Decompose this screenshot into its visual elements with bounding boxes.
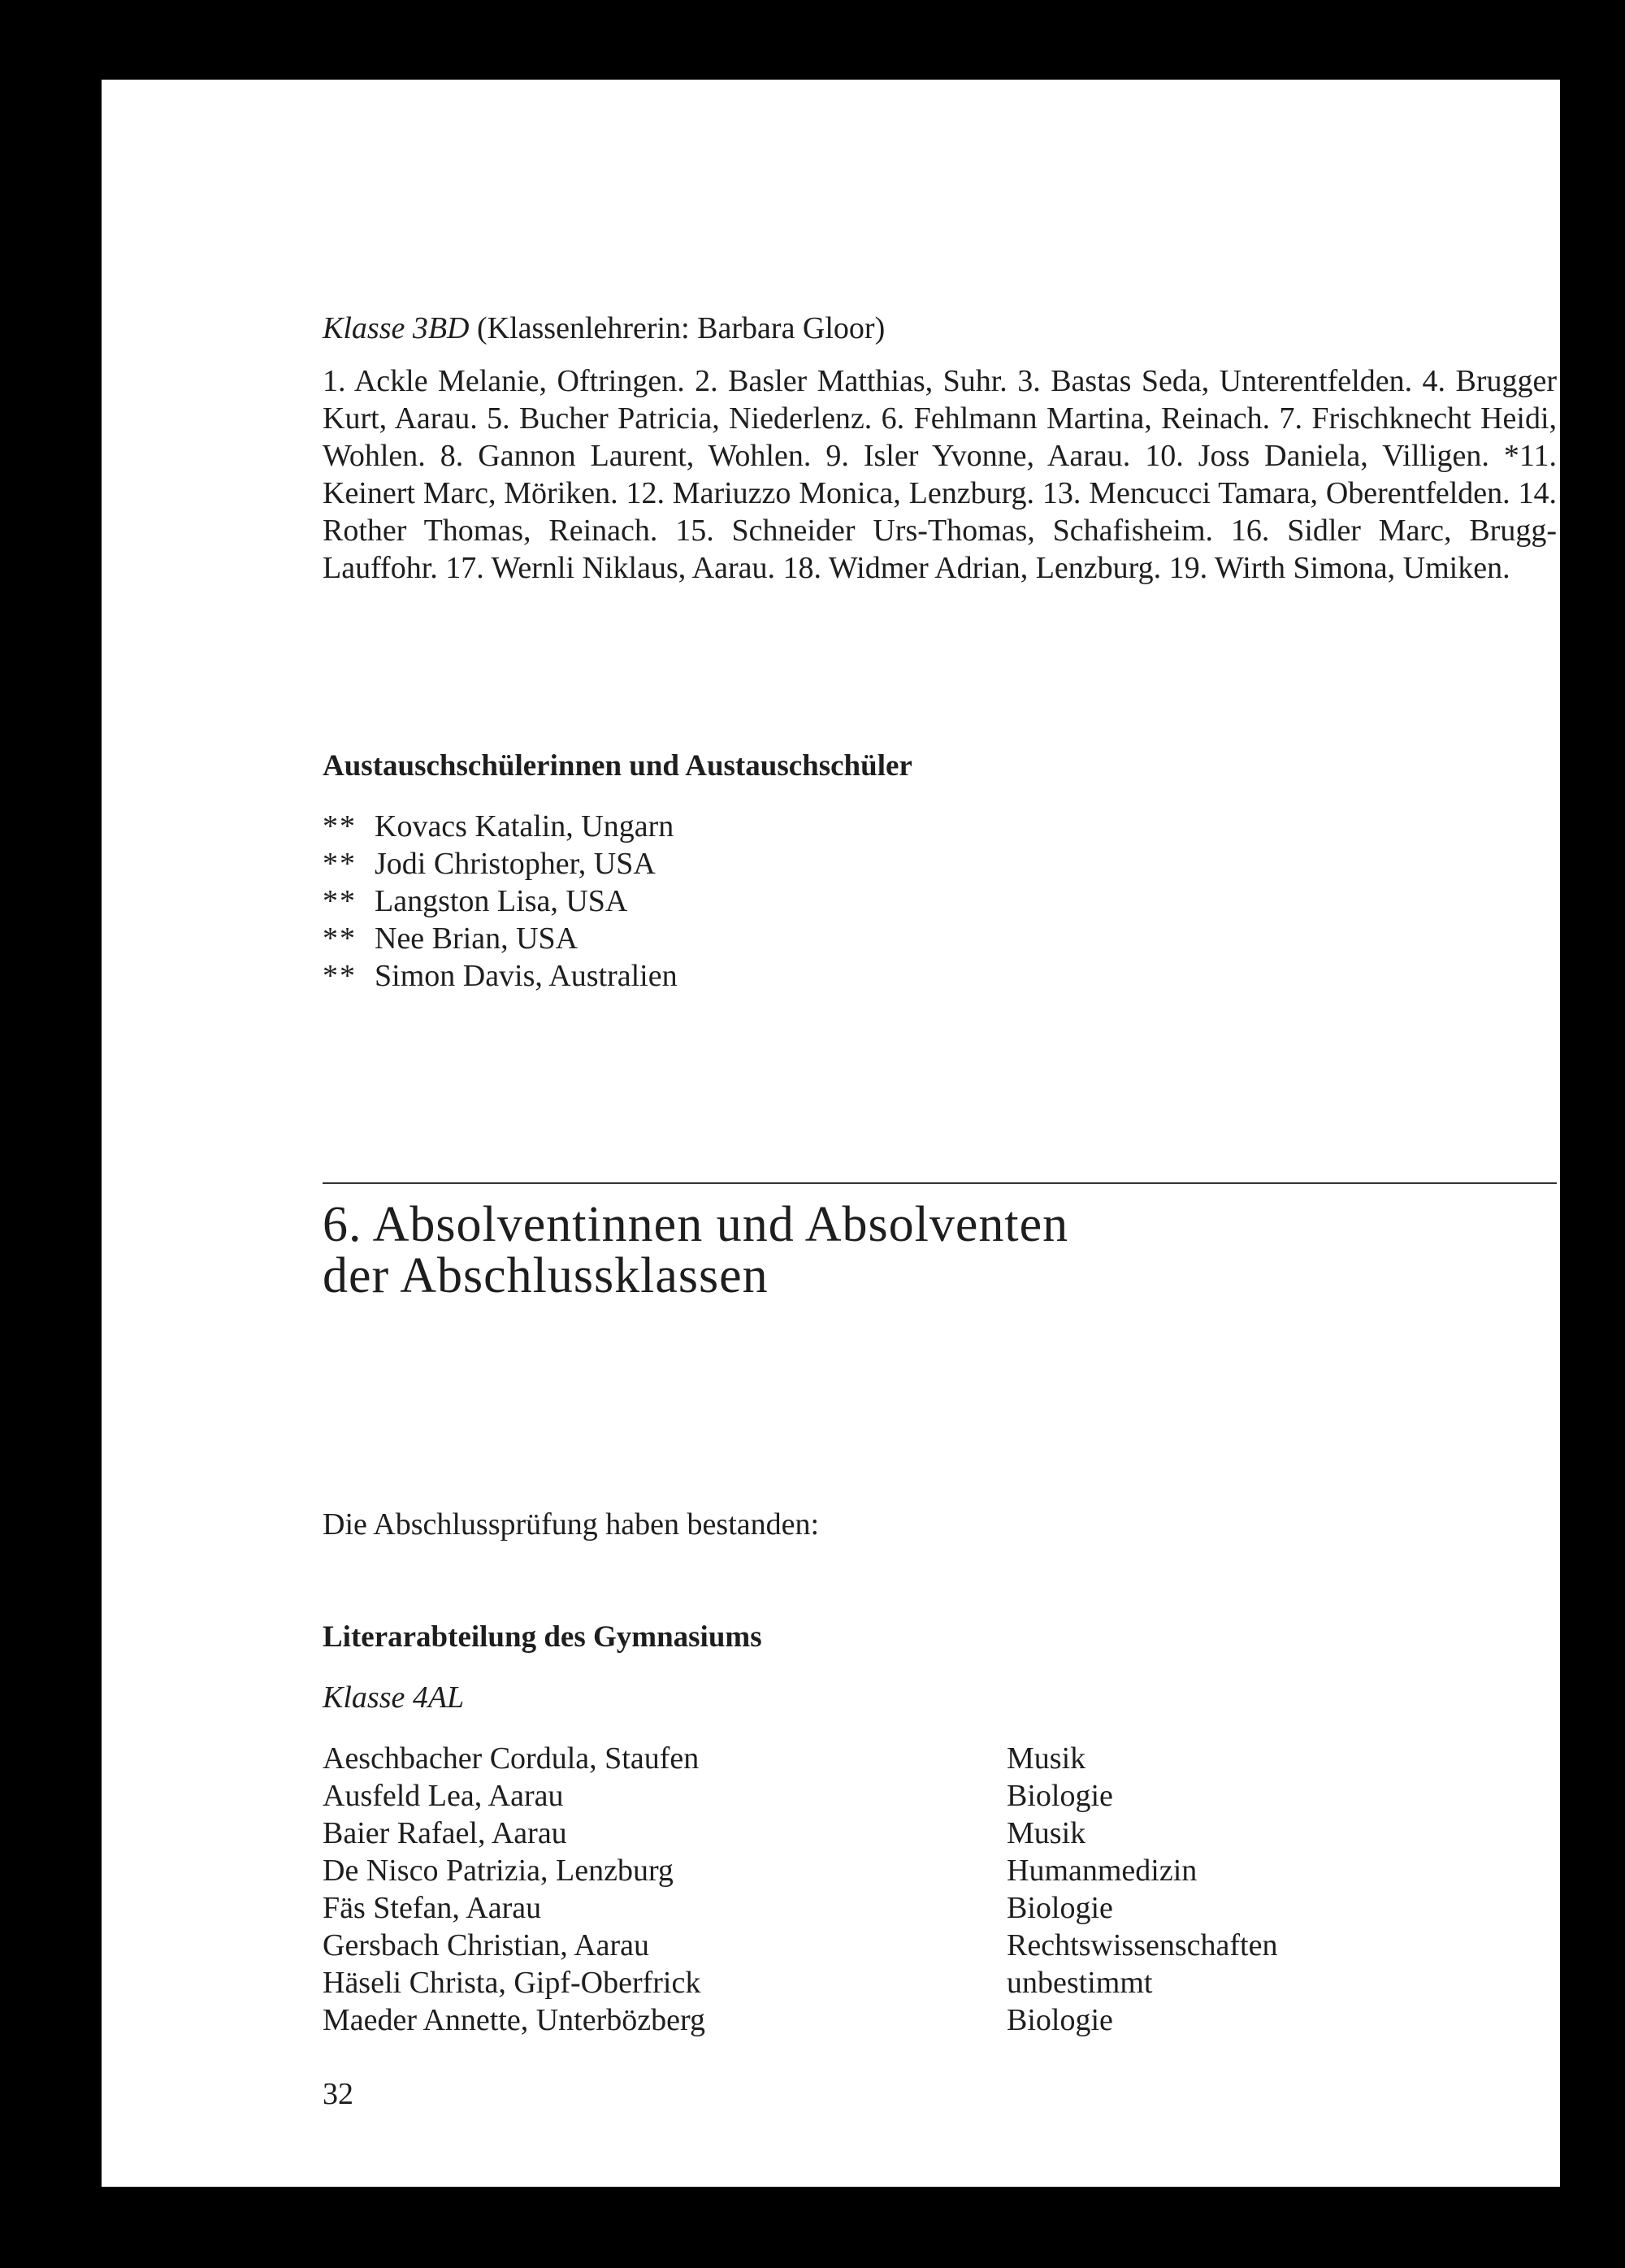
- page-number: 32: [323, 2077, 353, 2111]
- graduate-study: Musik: [1007, 1741, 1086, 1776]
- list-item: [323, 957, 678, 995]
- table-row: [323, 1852, 1379, 1889]
- table-row: [323, 2001, 1379, 2039]
- list-item-text: Simon Davis, Australien: [375, 959, 678, 993]
- table-row: [323, 1777, 1379, 1815]
- table-row: [323, 1964, 1379, 2001]
- chapter-title: [323, 1199, 1068, 1302]
- list-item: [323, 808, 678, 845]
- graduate-name: Fäs Stefan, Aarau: [323, 1891, 542, 1925]
- class-4al-name: Klasse 4AL: [323, 1680, 465, 1715]
- list-item: [323, 845, 678, 882]
- graduate-study: Musik: [1007, 1816, 1086, 1850]
- class-3bd-name: Klasse 3BD: [323, 311, 470, 345]
- graduate-name: Baier Rafael, Aarau: [323, 1816, 567, 1850]
- graduate-name: De Nisco Patrizia, Lenzburg: [323, 1854, 674, 1888]
- list-item-text: Langston Lisa, USA: [375, 884, 628, 918]
- chapter-title-line-1: 6. Absolventinnen und Absolventen: [323, 1197, 1069, 1252]
- intro-text: Die Abschlussprüfung haben bestanden:: [323, 1507, 820, 1542]
- class-3bd-student-list: 1. Ackle Melanie, Oftringen. 2. Basler Matthias, Suhr. 3. Bastas Seda, Unterentfelden. 4. Brugger Kurt, Aarau. 5. Bucher Patricia, Niederlenz. 6. Fehlmann Martina, Reinach. 7. Frischknecht Heidi, Wohlen. 8. Gannon Laurent, Wohlen. 9. Isler Yvonne, Aarau. 10. Joss Daniela, Villigen. *11. Keinert Marc, Möriken. 12. Mariuzzo Monica, Lenzburg. 13. Mencucci Tamara, Oberentfelden. 14. Rother Thomas, Reinach. 15. Schneider Urs-Thomas, Schafisheim. 16. Sidler Marc, Brugg-Lauffohr. 17. Wernli Niklaus, Aarau. 18. Widmer Adrian, Lenzburg. 19. Wirth Simona, Umiken.: [323, 364, 1557, 585]
- graduate-name: Gersbach Christian, Aarau: [323, 1928, 650, 1962]
- graduate-study: unbestimmt: [1007, 1966, 1153, 2000]
- table-row: [323, 1927, 1379, 1964]
- table-row: [323, 1815, 1379, 1852]
- graduate-name: Ausfeld Lea, Aarau: [323, 1779, 564, 1813]
- list-marker: **: [323, 884, 357, 918]
- list-marker: **: [323, 809, 357, 843]
- list-item: [323, 882, 678, 920]
- table-row: [323, 1740, 1379, 1777]
- list-item-text: Jodi Christopher, USA: [375, 847, 656, 881]
- graduate-study: Biologie: [1007, 1779, 1113, 1813]
- table-row: [323, 1889, 1379, 1927]
- list-marker: **: [323, 959, 357, 993]
- graduate-study: Rechtswissenschaften: [1007, 1928, 1278, 1962]
- graduate-name: Häseli Christa, Gipf-Oberfrick: [323, 1966, 701, 2000]
- graduate-name: Aeschbacher Cordula, Staufen: [323, 1741, 700, 1776]
- exchange-heading: Austauschschülerinnen und Austauschschüler: [323, 749, 912, 783]
- class-3bd-header: [323, 310, 885, 347]
- graduate-study: Biologie: [1007, 2003, 1113, 2037]
- class-3bd-teacher: (Klassenlehrerin: Barbara Gloor): [469, 311, 886, 345]
- document-page: [102, 80, 1560, 2187]
- exchange-list: [323, 808, 678, 995]
- department-heading: Literarabteilung des Gymnasiums: [323, 1620, 762, 1654]
- list-item-text: Nee Brian, USA: [375, 922, 578, 956]
- graduate-study: Humanmedizin: [1007, 1854, 1198, 1888]
- graduates-table: [323, 1740, 1379, 2039]
- graduate-name: Maeder Annette, Unterbözberg: [323, 2003, 705, 2037]
- chapter-title-line-2: der Abschlussklassen: [323, 1248, 769, 1303]
- list-item-text: Kovacs Katalin, Ungarn: [375, 809, 674, 843]
- section-divider: [323, 1182, 1557, 1184]
- list-item: [323, 920, 678, 957]
- graduate-study: Biologie: [1007, 1891, 1113, 1925]
- list-marker: **: [323, 922, 357, 956]
- list-marker: **: [323, 847, 357, 881]
